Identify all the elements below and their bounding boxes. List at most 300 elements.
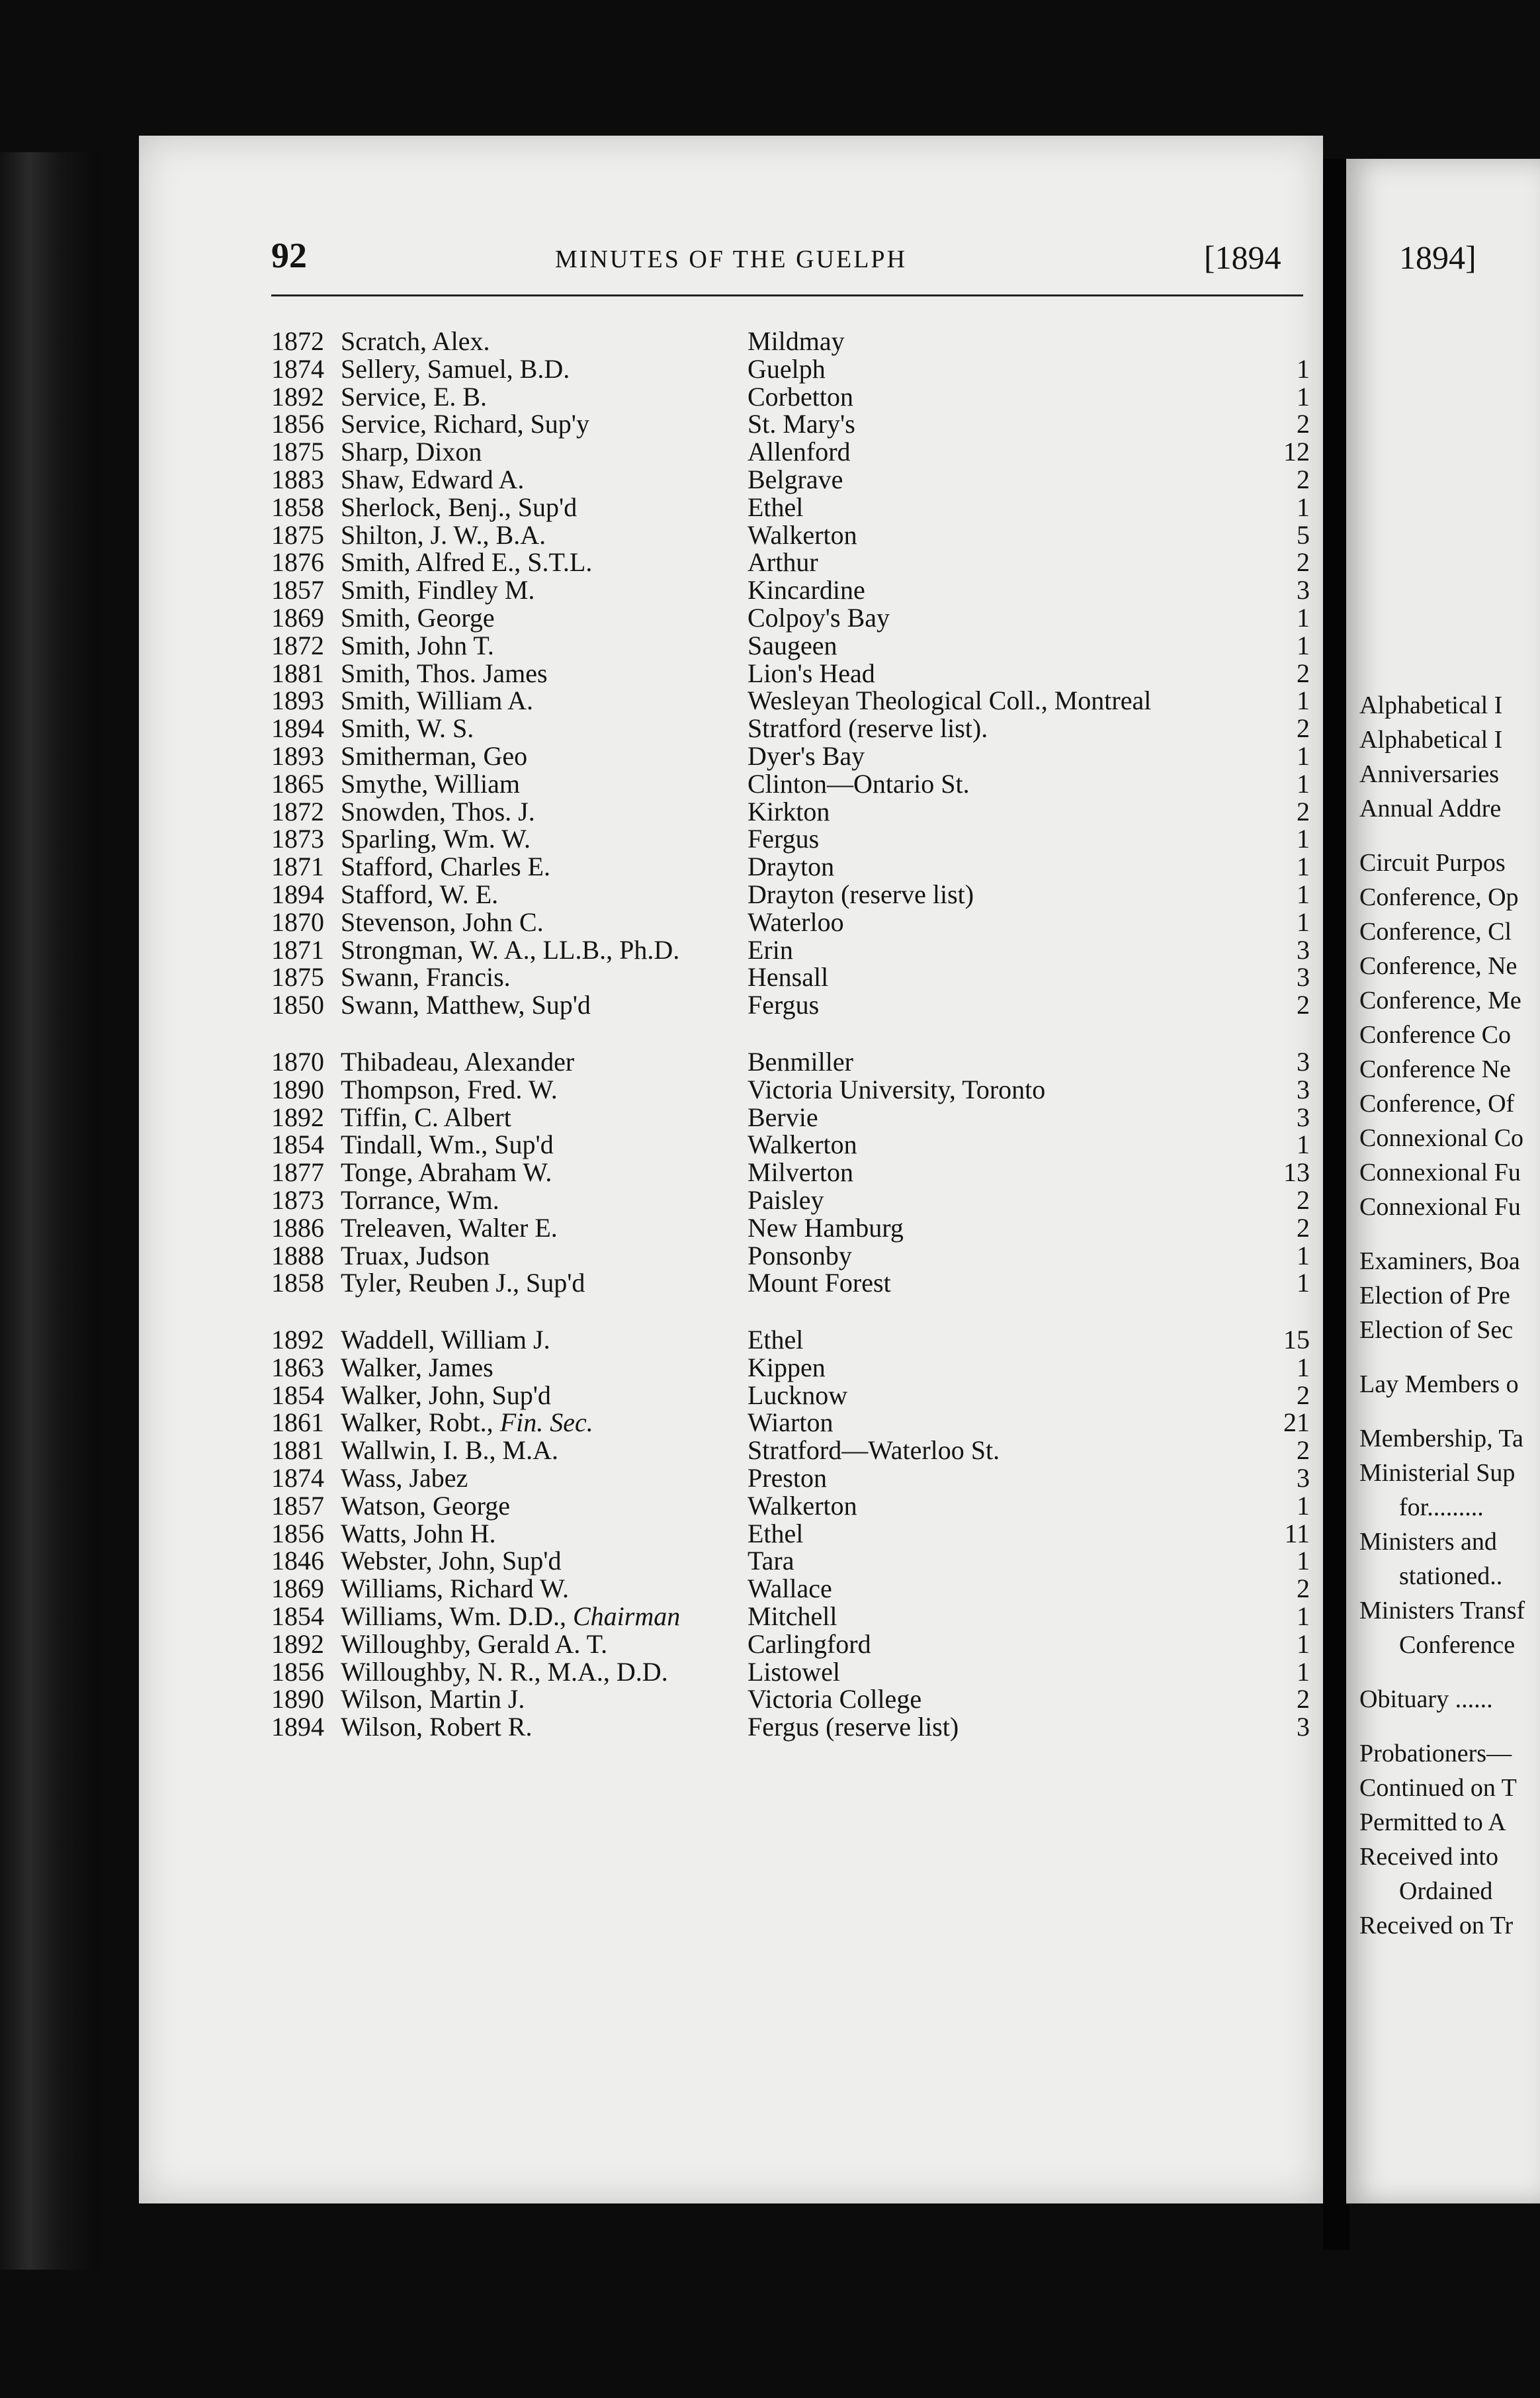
entry-year: 1850 [271,990,324,1020]
entry-years-on-station: 13 [1283,1157,1310,1188]
entry-year: 1873 [271,1184,324,1215]
entry-year: 1890 [271,1074,324,1104]
entry-station: Victoria College [748,1684,922,1714]
entry-name [341,1214,558,1242]
index-item: Alphabetical I [1359,726,1503,754]
entry-station: Kirkton [748,796,830,826]
entry-name-text: Torrance, Wm. [341,1184,499,1215]
list-entry [271,576,1310,604]
entry-name-text: Service, Richard, Sup'y [341,409,590,439]
entry-years-on-station: 5 [1297,519,1310,550]
index-item: stationed.. [1399,1562,1503,1590]
index-item: Election of Pre [1359,1282,1510,1310]
list-entry [271,1464,1310,1492]
entry-station: Fergus [748,990,820,1020]
entry-year: 1886 [271,1212,324,1243]
right-page-head: 1894] [1399,239,1476,276]
entry-name [341,660,548,688]
entry-year: 1888 [271,1240,324,1270]
entry-name-text: Walker, John, Sup'd [341,1380,551,1410]
entry-year: 1881 [271,658,324,688]
entry-name [341,1269,585,1297]
entry-station: Waterloo [748,907,844,937]
entry-year: 1890 [271,1684,324,1714]
entry-name-text: Scratch, Alex. [341,326,490,356]
index-item: Ordained [1399,1877,1493,1905]
entry-name-text: Tonge, Abraham W. [341,1157,552,1188]
entry-years-on-station: 2 [1297,1574,1310,1604]
entry-years-on-station: 1 [1297,824,1310,854]
entry-name-text: Service, E. B. [341,381,488,412]
index-item [1359,1401,1540,1421]
list-entry [271,1437,1310,1464]
index-item: Conference [1399,1631,1516,1659]
entry-office: Chairman [572,1601,681,1632]
entry-year: 1856 [271,409,324,439]
index-item [1359,1662,1540,1682]
entry-years-on-station: 2 [1297,1684,1310,1714]
index-item: Connexional Co [1359,1124,1524,1152]
group-gap [271,1297,1310,1326]
entry-station: Hensall [748,962,829,993]
entry-name-text: Sharp, Dixon [341,437,482,467]
entry-name [341,494,577,521]
index-item: Obituary ...... [1359,1685,1493,1713]
entry-name [341,328,490,355]
entry-station: Mount Forest [748,1268,891,1298]
entry-years-on-station: 1 [1297,353,1310,384]
entry-years-on-station: 3 [1297,1712,1310,1742]
list-entry [271,1104,1310,1132]
entry-name [341,1382,551,1409]
index-item: Continued on T [1359,1774,1517,1802]
entry-name [341,1464,468,1492]
entry-name-text: Williams, Richard W. [341,1574,570,1604]
entry-name [341,355,570,383]
entry-station: Walkerton [748,519,857,550]
entry-station: Wallace [748,1574,832,1604]
entry-year: 1894 [271,713,324,744]
entry-station: Kincardine [748,575,865,605]
entry-years-on-station: 2 [1297,713,1310,744]
head-year: [1894 [1204,239,1281,276]
page-number: 92 [271,236,307,275]
index-item: Conference Co [1359,1021,1511,1049]
entry-year: 1865 [271,768,324,799]
entry-name-text: Swann, Francis. [341,962,511,993]
entry-year: 1894 [271,1712,324,1742]
entry-years-on-station: 1 [1297,1601,1310,1632]
list-entry [271,1382,1310,1409]
entry-years-on-station: 12 [1283,437,1310,467]
minister-list [271,328,1310,1741]
list-entry [271,1520,1310,1548]
list-entry [271,549,1310,576]
index-item: Ministerial Sup [1359,1459,1516,1487]
entry-year: 1869 [271,1574,324,1604]
list-entry [271,355,1310,383]
entry-name-text: Tindall, Wm., Sup'd [341,1130,554,1160]
entry-name [341,687,533,715]
entry-station: Ethel [748,1518,804,1548]
entry-year: 1875 [271,962,324,993]
list-entry [271,1685,1310,1713]
entry-station: Ethel [748,1325,804,1355]
entry-name-text: Smith, W. S. [341,713,474,744]
entry-name-text: Sherlock, Benj., Sup'd [341,492,578,522]
entry-station: Lion's Head [748,658,875,688]
index-item: Examiners, Boa [1359,1247,1520,1275]
entry-station: Drayton (reserve list) [748,879,974,909]
list-entry [271,521,1310,549]
entry-name [341,1575,569,1603]
entry-name-text: Snowden, Thos. J. [341,796,535,826]
entry-name-text: Treleaven, Walter E. [341,1212,558,1243]
entry-name-text: Willoughby, N. R., M.A., D.D. [341,1656,668,1687]
index-item: Ministers Transf [1359,1597,1525,1624]
entry-year: 1871 [271,852,324,882]
entry-station: Belgrave [748,464,843,494]
entry-year: 1892 [271,1102,324,1132]
entry-name [341,1186,499,1214]
index-item: Circuit Purpos [1359,849,1506,877]
entry-years-on-station: 2 [1297,409,1310,439]
entry-station: Victoria University, Toronto [748,1074,1046,1104]
entry-year: 1858 [271,1268,324,1298]
list-entry [271,853,1310,881]
list-entry [271,1354,1310,1382]
entry-name [341,1437,558,1464]
entry-name [341,1658,668,1686]
entry-station: Bervie [748,1102,818,1132]
entry-station: Mildmay [748,326,845,356]
entry-years-on-station: 1 [1297,1490,1310,1521]
entry-station: Listowel [748,1656,840,1687]
entry-year: 1854 [271,1601,324,1632]
entry-name [341,1520,496,1548]
entry-name [341,742,527,770]
entry-station: Lucknow [748,1380,848,1410]
entry-year: 1877 [271,1157,324,1188]
entry-name [341,798,535,826]
entry-name [341,549,592,576]
index-list [1359,688,1540,1943]
list-entry [271,1159,1310,1186]
index-item: Conference, Me [1359,987,1521,1014]
entry-name-text: Waddell, William J. [341,1325,550,1355]
list-entry [271,1547,1310,1575]
entry-name-text: Wilson, Robert R. [341,1712,533,1742]
index-item: Conference, Cl [1359,918,1512,946]
header-rule [271,294,1303,296]
entry-name [341,1409,593,1437]
entry-name-text: Smith, John T. [341,630,494,660]
index-item: Membership, Ta [1359,1425,1523,1452]
entry-year: 1854 [271,1130,324,1160]
list-entry [271,1713,1310,1741]
entry-name-text: Willoughby, Gerald A. T. [341,1628,608,1659]
entry-years-on-station: 1 [1297,852,1310,882]
entry-year: 1893 [271,740,324,771]
entry-year: 1874 [271,353,324,384]
entry-year: 1873 [271,824,324,854]
list-entry [271,383,1310,411]
list-entry [271,1048,1310,1076]
list-entry [271,494,1310,521]
entry-name [341,1131,554,1159]
entry-year: 1871 [271,934,324,965]
entry-name [341,963,511,991]
index-item: Election of Sec [1359,1316,1514,1344]
index-item: Permitted to A [1359,1808,1506,1836]
entry-years-on-station: 1 [1297,602,1310,633]
index-item: Conference, Op [1359,883,1519,911]
entry-years-on-station: 2 [1297,1184,1310,1215]
entry-station: Clinton—Ontario St. [748,768,970,799]
list-entry [271,742,1310,770]
index-item [1359,826,1540,846]
entry-year: 1863 [271,1352,324,1382]
entry-year: 1892 [271,1325,324,1355]
list-entry [271,1076,1310,1104]
entry-station: Drayton [748,852,835,882]
entry-station: Fergus (reserve list) [748,1712,959,1742]
entry-name-text: Smith, Alfred E., S.T.L. [341,547,593,578]
list-entry [271,328,1310,355]
index-item [1359,1347,1540,1367]
entry-year: 1857 [271,1490,324,1521]
list-entry [271,438,1310,466]
entry-years-on-station: 2 [1297,1212,1310,1243]
index-item: Connexional Fu [1359,1193,1521,1221]
entry-years-on-station: 3 [1297,1102,1310,1132]
list-entry [271,1186,1310,1214]
entry-name-text: Smitherman, Geo [341,740,528,771]
entry-station: Carlingford [748,1628,871,1659]
entry-name-text: Sellery, Samuel, B.D. [341,353,570,384]
entry-years-on-station: 15 [1283,1325,1310,1355]
entry-year: 1893 [271,686,324,716]
entry-years-on-station: 2 [1297,1435,1310,1466]
entry-station: Guelph [748,353,826,384]
entry-name-text: Swann, Matthew, Sup'd [341,990,591,1020]
index-item: Ministers and [1359,1528,1497,1556]
index-item: Conference Ne [1359,1055,1511,1083]
entry-name [341,521,546,549]
entry-name-text: Walker, Robt., [341,1407,500,1438]
entry-name [341,576,535,604]
index-item: Conference, Ne [1359,952,1518,980]
entry-name-text: Wilson, Martin J. [341,1684,525,1714]
entry-name [341,604,495,632]
index-item: Lay Members o [1359,1370,1519,1398]
entry-station: Wiarton [748,1407,834,1438]
entry-years-on-station: 1 [1297,1240,1310,1270]
entry-years-on-station: 1 [1297,1628,1310,1659]
entry-station: Colpoy's Bay [748,602,890,633]
entry-year: 1869 [271,602,324,633]
entry-name-text: Shilton, J. W., B.A. [341,519,546,550]
entry-name [341,770,520,798]
entry-years-on-station: 2 [1297,658,1310,688]
entry-name [341,853,550,881]
entry-years-on-station: 1 [1297,879,1310,909]
entry-name-text: Smith, Findley M. [341,575,535,605]
entry-name [341,1104,511,1132]
entry-year: 1894 [271,879,324,909]
entry-name-text: Stafford, W. E. [341,879,499,909]
entry-years-on-station: 3 [1297,1074,1310,1104]
entry-station: Walkerton [748,1130,857,1160]
entry-name [341,383,487,411]
entry-name [341,1076,558,1104]
entry-name-text: Williams, Wm. D.D., [341,1601,573,1632]
entry-station: Ethel [748,492,804,522]
list-entry [271,1326,1310,1354]
entry-station: Allenford [748,437,851,467]
entry-year: 1870 [271,907,324,937]
entry-years-on-station: 1 [1297,1546,1310,1576]
list-entry [271,798,1310,826]
entry-year: 1872 [271,326,324,356]
entry-station: Arthur [748,547,818,578]
entry-station: Tara [748,1546,794,1576]
left-page [139,136,1323,2203]
entry-station: St. Mary's [748,409,855,439]
entry-name-text: Strongman, W. A., LL.B., Ph.D. [341,934,680,965]
entry-year: 1870 [271,1046,324,1077]
entry-year: 1874 [271,1463,324,1493]
index-item: Received into [1359,1843,1498,1871]
list-entry [271,1492,1310,1520]
entry-name [341,1048,574,1076]
entry-name [341,1242,490,1270]
index-item: Received on Tr [1359,1912,1514,1939]
entry-name-text: Thompson, Fred. W. [341,1074,558,1104]
index-item: Conference, Of [1359,1090,1515,1118]
list-entry [271,1131,1310,1159]
entry-name-text: Wass, Jabez [341,1463,468,1493]
entry-year: 1854 [271,1380,324,1410]
entry-years-on-station: 3 [1297,1463,1310,1493]
entry-name [341,1630,607,1658]
entry-name-text: Smythe, William [341,768,520,799]
index-item: Probationers— [1359,1740,1512,1767]
entry-name [341,1159,552,1186]
entry-station: Stratford (reserve list). [748,713,988,744]
entry-years-on-station: 3 [1297,1046,1310,1077]
entry-years-on-station: 1 [1297,630,1310,660]
entry-years-on-station: 2 [1297,547,1310,578]
entry-years-on-station: 1 [1297,907,1310,937]
entry-station: Stratford—Waterloo St. [748,1435,1000,1466]
entry-year: 1881 [271,1435,324,1466]
list-entry [271,410,1310,438]
entry-station: Paisley [748,1184,824,1215]
book-edge [0,152,99,2270]
entry-name [341,1685,525,1713]
entry-name-text: Stevenson, John C. [341,907,544,937]
entry-station: Ponsonby [748,1240,852,1270]
entry-name [341,466,524,494]
entry-year: 1876 [271,547,324,578]
entry-name-text: Thibadeau, Alexander [341,1046,575,1077]
entry-station: Saugeen [748,630,837,660]
index-item [1359,1716,1540,1736]
entry-name [341,825,531,853]
list-entry [271,1269,1310,1297]
list-entry [271,1603,1310,1630]
entry-name-text: Smith, Thos. James [341,658,548,688]
index-item: Annual Addre [1359,795,1502,822]
entry-year: 1875 [271,519,324,550]
entry-years-on-station: 2 [1297,464,1310,494]
entry-name-text: Tiffin, C. Albert [341,1102,511,1132]
list-entry [271,604,1310,632]
entry-name-text: Smith, George [341,602,495,633]
list-entry [271,1575,1310,1603]
entry-name-text: Stafford, Charles E. [341,852,550,882]
index-item: Connexional Fu [1359,1159,1521,1186]
entry-name [341,632,494,660]
entry-years-on-station: 2 [1297,1380,1310,1410]
index-item: Anniversaries [1359,760,1500,788]
list-entry [271,1242,1310,1270]
list-entry [271,881,1310,909]
entry-name-text: Shaw, Edward A. [341,464,525,494]
running-head: MINUTES OF THE GUELPH [554,245,908,273]
list-entry [271,909,1310,936]
entry-name-text: Wallwin, I. B., M.A. [341,1435,558,1466]
entry-station: Mitchell [748,1601,837,1632]
entry-years-on-station: 1 [1297,1268,1310,1298]
entry-name [341,410,589,438]
entry-name [341,936,679,964]
list-entry [271,687,1310,715]
entry-year: 1872 [271,796,324,826]
entry-year: 1846 [271,1546,324,1576]
entry-year: 1883 [271,464,324,494]
entry-years-on-station: 1 [1297,686,1310,716]
entry-year: 1892 [271,1628,324,1659]
list-entry [271,1409,1310,1437]
entry-name [341,991,591,1019]
book-gutter [1323,159,1349,2250]
entry-years-on-station: 1 [1297,1130,1310,1160]
entry-years-on-station: 11 [1284,1518,1310,1548]
entry-years-on-station: 1 [1297,492,1310,522]
entry-name-text: Smith, William A. [341,686,534,716]
entry-name-text: Webster, John, Sup'd [341,1546,562,1576]
entry-name [341,1492,510,1520]
entry-name [341,1354,493,1382]
list-entry [271,1658,1310,1686]
entry-year: 1892 [271,381,324,412]
entry-station: Erin [748,934,793,965]
entry-name [341,1713,533,1741]
entry-name [341,1547,561,1575]
entry-name [341,438,482,466]
list-entry [271,991,1310,1019]
entry-name-text: Watson, George [341,1490,510,1521]
entry-years-on-station: 1 [1297,740,1310,771]
entry-years-on-station: 2 [1297,990,1310,1020]
list-entry [271,632,1310,660]
entry-name-text: Truax, Judson [341,1240,490,1270]
entry-year: 1861 [271,1407,324,1438]
index-item [1359,1224,1540,1244]
entry-years-on-station: 3 [1297,575,1310,605]
